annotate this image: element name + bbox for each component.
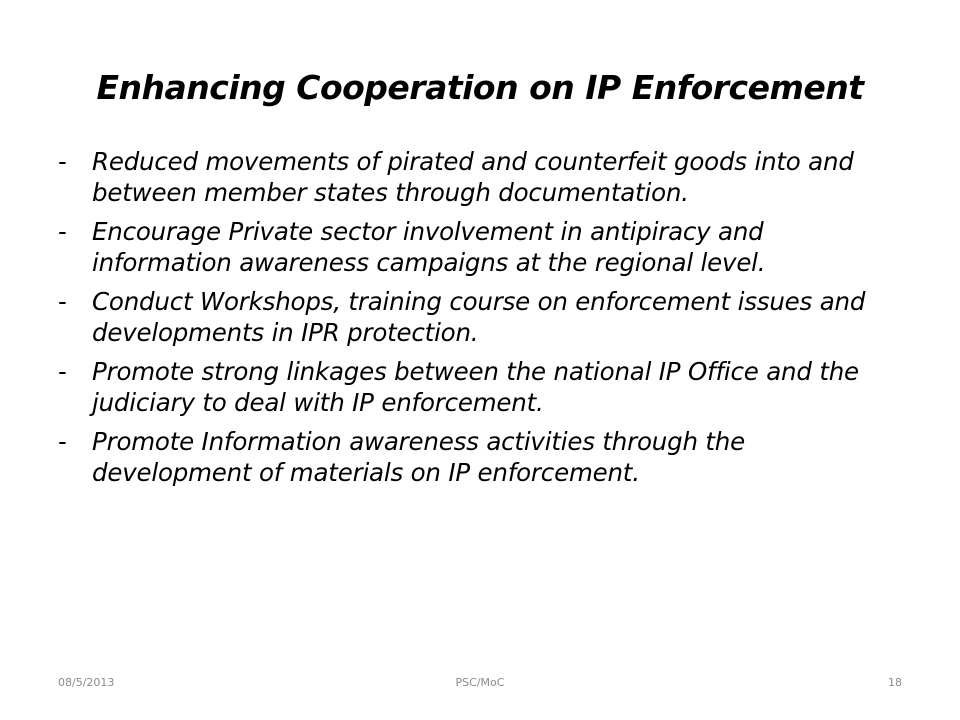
bullet-item	[58, 286, 908, 348]
bullet-item	[58, 216, 908, 278]
footer-page-number: 18	[888, 676, 902, 689]
bullet-text: Encourage Private sector involvement in antipiracy and information awareness campaigns at the regional level.	[92, 217, 766, 277]
bullet-item	[58, 426, 908, 488]
footer-center-text: PSC/MoC	[455, 676, 505, 689]
bullet-list	[58, 146, 908, 496]
bullet-marker: -	[58, 217, 67, 246]
bullet-marker: -	[58, 147, 67, 176]
bullet-item	[58, 146, 908, 208]
slide-title: Enhancing Cooperation on IP Enforcement	[96, 68, 864, 107]
bullet-text: Reduced movements of pirated and counterfeit goods into and between member states through documentation.	[92, 147, 854, 207]
bullet-text: Promote Information awareness activities through the development of materials on IP enforcement.	[92, 427, 745, 487]
bullet-marker: -	[58, 287, 67, 316]
bullet-marker: -	[58, 357, 67, 386]
bullet-item	[58, 356, 908, 418]
bullet-text: Promote strong linkages between the national IP Office and the judiciary to deal with IP enforcement.	[92, 357, 859, 417]
bullet-marker: -	[58, 427, 67, 456]
footer-date: 08/5/2013	[58, 676, 115, 689]
bullet-text: Conduct Workshops, training course on enforcement issues and developments in IPR protection.	[92, 287, 866, 347]
